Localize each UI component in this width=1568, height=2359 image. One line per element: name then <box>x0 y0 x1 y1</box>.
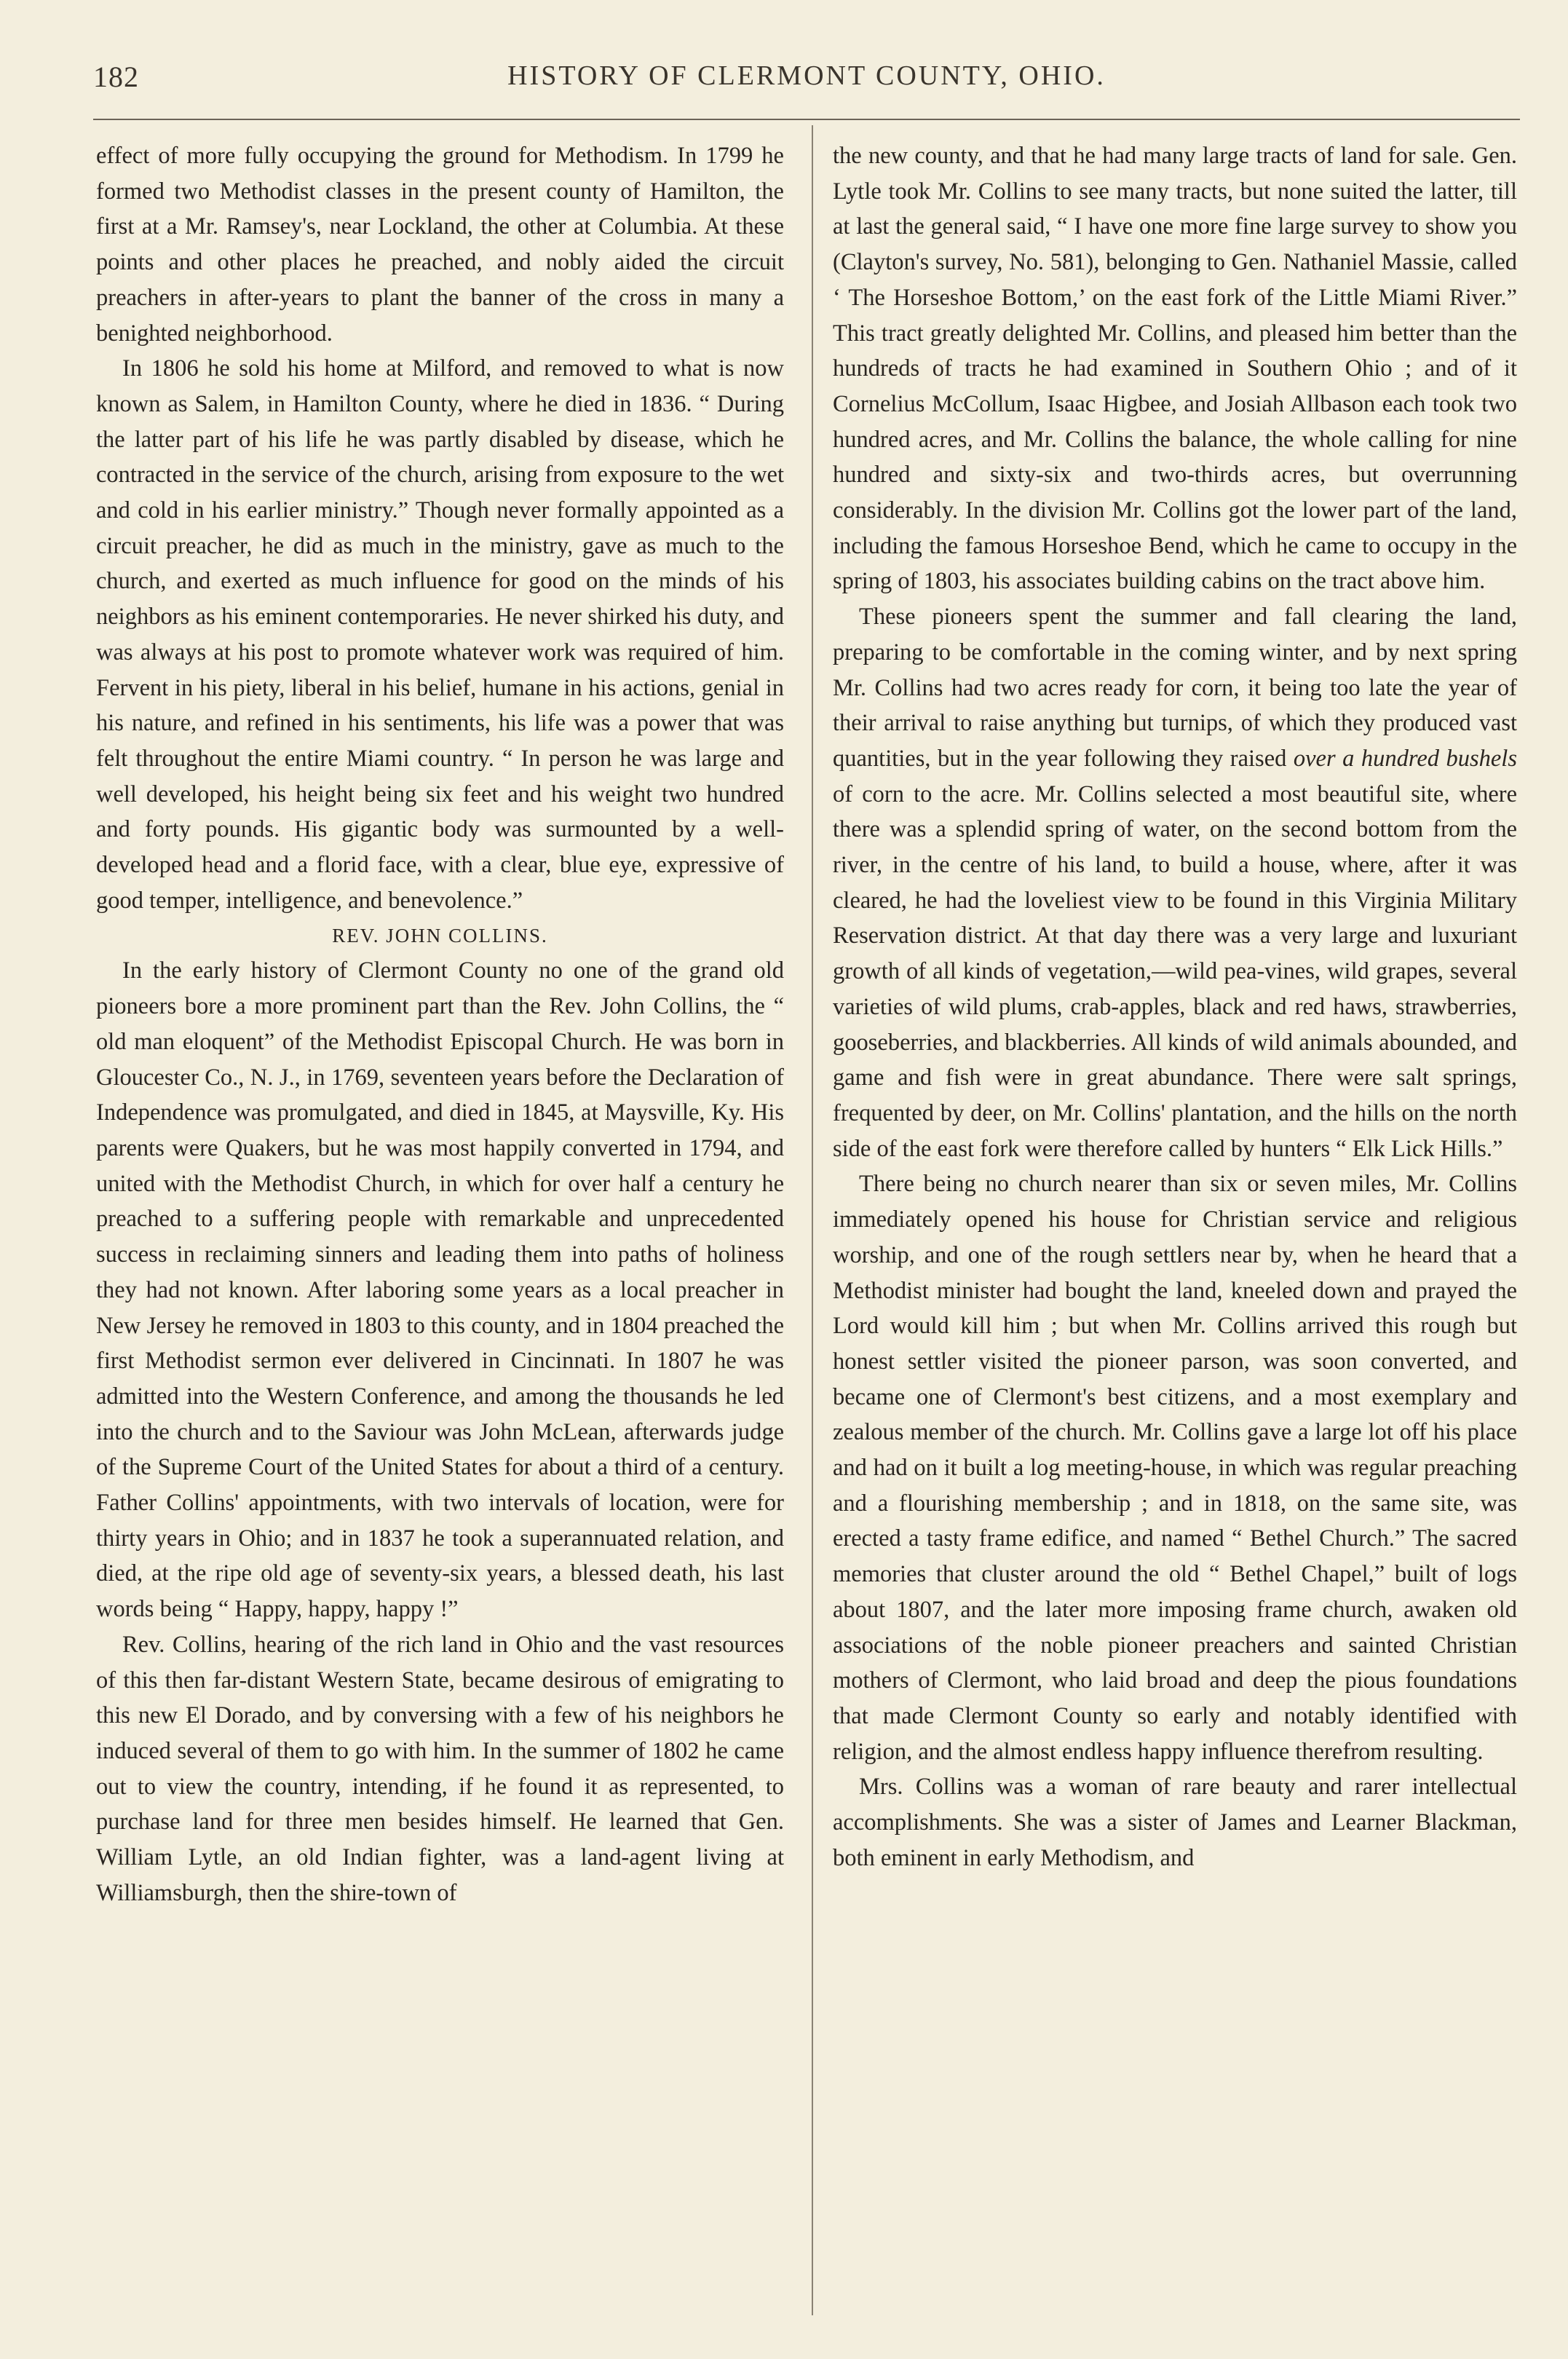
section-heading: REV. JOHN COLLINS. <box>332 925 548 947</box>
left-column <box>96 138 784 2308</box>
italic-phrase: over a hundred bushels <box>1293 745 1517 772</box>
header-rule <box>93 119 1520 120</box>
page-header <box>93 57 1520 109</box>
page-number: 182 <box>93 60 139 93</box>
paragraph: There being no church nearer than six or seven miles, Mr. Collins immediately opened his house for Christian service and religious worship, and one of the rough settlers near by, when he heard that a Methodist minister had bought the land, kneeled down and prayed the Lord would kill him ; but when Mr. Collins arrived this rough but honest settler visited the pioneer parson, was soon converted, and became one of Clermont's best citizens, and a most exemplary and zealous member of the church. Mr. Collins gave a large lot off his place and had on it built a log meeting-house, in which was regular preaching and a flourishing membership ; and in 1818, on the same site, was erected a tasty frame edifice, and named “ Bethel Church.” The sacred memories that cluster around the old “ Bethel Chapel,” built of logs about 1807, and the later more imposing frame church, awaken old associations of the noble pioneer preachers and sainted Christian mothers of Clermont, who laid broad and deep the pious foundations that made Clermont County so early and notably identified with religion, and the almost endless happy influence therefrom resulting. <box>833 1171 1517 1765</box>
paragraph <box>833 599 1517 1166</box>
paragraph: In the early history of Clermont County no one of the grand old pioneers bore a more prominent part than the Rev. John Collins, the “ old man eloquent” of the Methodist Episcopal Church. He was born in Gloucester Co., N. J., in 1769, seventeen years before the Declaration of Independence was promulgated, and died in 1845, at Maysville, Ky. His parents were Quakers, but he was most happily converted in 1794, and united with the Methodist Church, in which for over half a century he preached to a suffering people with remarkable and unprecedented success in reclaiming sinners and leading them into paths of holiness they had not known. After laboring some years as a local preacher in New Jersey he removed in 1803 to this county, and in 1804 preached the first Methodist sermon ever delivered in Cincinnati. In 1807 he was admitted into the Western Conference, and among the thousands he led into the church and to the Saviour was John McLean, afterwards judge of the Supreme Court of the United States for about a third of a century. Father Collins' appointments, with two intervals of location, were for thirty years in Ohio; and in 1837 he took a superannuated relation, and died, at the ripe old age of seventy-six years, a blessed death, his last words being “ Happy, happy, happy !” <box>96 957 784 1623</box>
paragraph: Mrs. Collins was a woman of rare beauty and rarer intellectual accomplishments. She was a sister of James and Learner Blackman, both eminent in early Methodism, and <box>833 1774 1517 1871</box>
text-run: These pioneers spent the summer and fall clearing the land, preparing to be comfortable in the coming winter, and by next spring Mr. Collins had two acres ready for corn, it being too late the year of their arrival to raise anything but turnips, of which they produced vast quantities, but in the year following they raised <box>833 604 1517 772</box>
running-title: HISTORY OF CLERMONT COUNTY, OHIO. <box>507 60 1106 91</box>
paragraph: effect of more fully occupying the ground for Methodism. In 1799 he formed two Methodist classes in the present county of Hamilton, the first at a Mr. Ramsey's, near Lockland, the other at Columbia. At these points and other places he preached, and nobly aided the circuit preachers in after-years to plant the banner of the cross in many a benighted neighborhood. <box>96 143 784 347</box>
paragraph: Rev. Collins, hearing of the rich land in Ohio and the vast resources of this then far-distant Western State, became desirous of emigrating to this new El Dorado, and by conversing with a few of his neighbors he induced several of them to go with him. In the summer of 1802 he came out to view the country, intending, if he found it as represented, to purchase land for three men besides himself. He learned that Gen. William Lytle, an old Indian fighter, was a land-agent living at Williamsburgh, then the shire-town of <box>96 1631 784 1906</box>
right-column <box>833 138 1517 2308</box>
paragraph: the new county, and that he had many large tracts of land for sale. Gen. Lytle took Mr. Collins to see many tracts, but none suited the latter, till at last the general said, “ I have one more fine large survey to show you (Clayton's survey, No. 581), belonging to Gen. Nathaniel Massie, called ‘ The Horseshoe Bottom,’ on the east fork of the Little Miami River.” This tract greatly delighted Mr. Collins, and pleased him better than the hundreds of tracts he had examined in Southern Ohio ; and of it Cornelius McCollum, Isaac Higbee, and Josiah Allbason each took two hundred acres, and Mr. Collins the balance, the whole calling for nine hundred and sixty-six and two-thirds acres, but overrunning considerably. In the division Mr. Collins got the lower part of the land, including the famous Horseshoe Bend, which he came to occupy in the spring of 1803, his associates building cabins on the tract above him. <box>833 143 1517 595</box>
text-run: of corn to the acre. Mr. Collins selected a most beautiful site, where there was a splendid spring of water, on the second bottom from the river, in the centre of his land, to build a house, where, after it was cleared, he had the loveliest view to be found in this Virginia Military Reservation district. At that day there was a very large and luxuriant growth of all kinds of vegetation,—wild pea-vines, wild grapes, several varieties of wild plums, crab-apples, black and red haws, strawberries, gooseberries, and blackberries. All kinds of wild animals abounded, and game and fish were in great abundance. There were salt springs, frequented by deer, on Mr. Collins' plantation, and the hills on the north side of the east fork were therefore called by hunters “ Elk Lick Hills.” <box>833 781 1517 1162</box>
column-divider <box>812 125 813 2315</box>
paragraph: In 1806 he sold his home at Milford, and removed to what is now known as Salem, in Hamilton County, where he died in 1836. “ During the latter part of his life he was partly disabled by disease, which he contracted in the service of the church, arising from exposure to the wet and cold in his earlier ministry.” Though never formally appointed as a circuit preacher, he did as much in the ministry, gave as much to the church, and exerted as much influence for good on the minds of his neighbors as his eminent contemporaries. He never shirked his duty, and was always at his post to promote whatever work was required of him. Fervent in his piety, liberal in his belief, humane in his actions, genial in his nature, and refined in his sentiments, his life was a power that was felt throughout the entire Miami country. “ In person he was large and well developed, his height being six feet and his weight two hundred and forty pounds. His gigantic body was surmounted by a well-developed head and a florid face, with a clear, blue eye, expressive of good temper, intelligence, and benevolence.” <box>96 355 784 914</box>
